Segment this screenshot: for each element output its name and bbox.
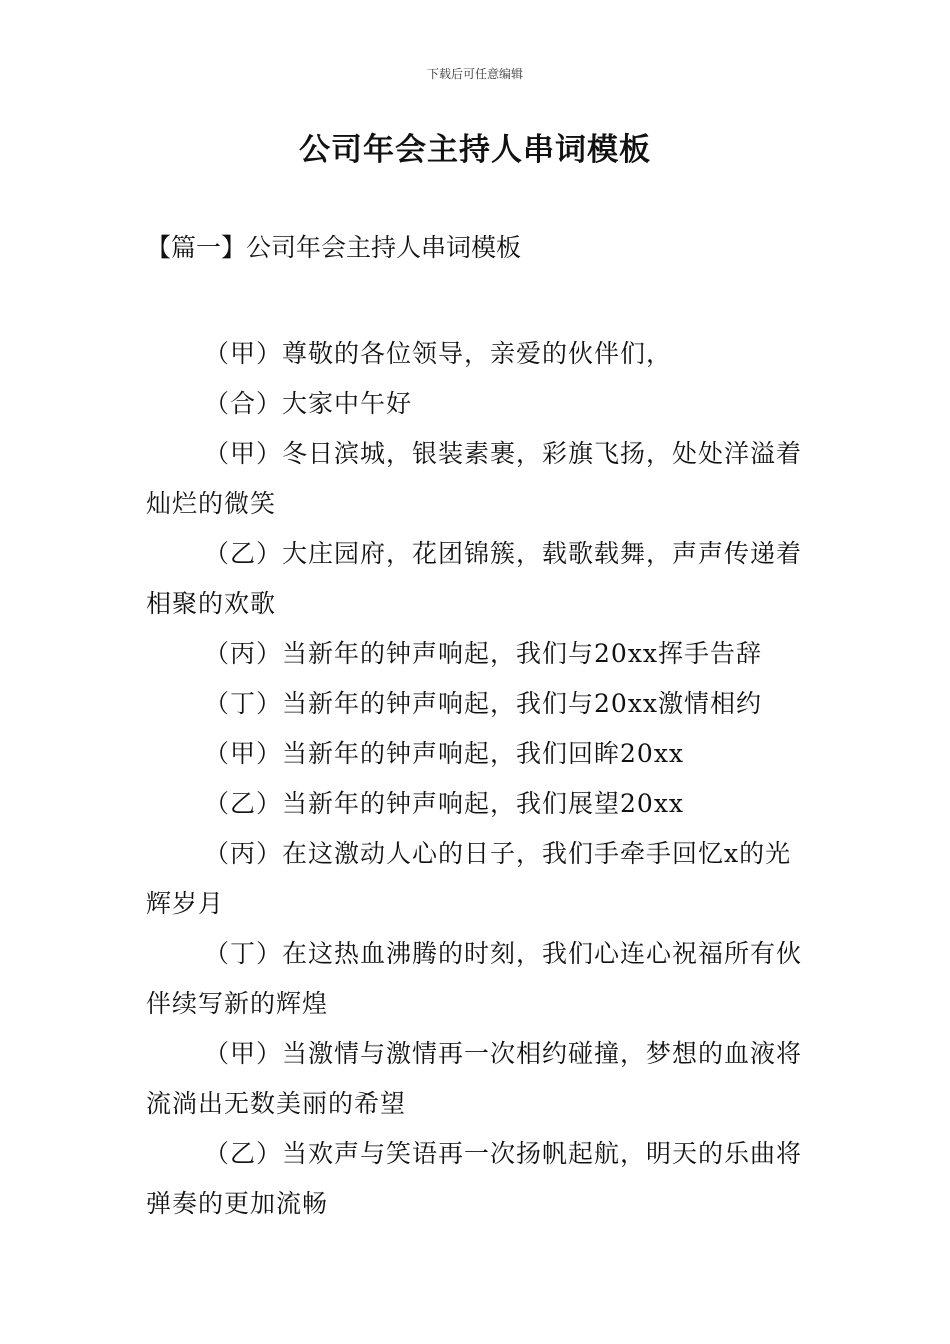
document-title: 公司年会主持人串词模板 [299,132,651,168]
paragraph: （乙）当新年的钟声响起，我们展望20xx [204,789,685,818]
paragraph: （合）大家中午好 [204,389,413,418]
section-heading: 【篇一】公司年会主持人串词模板 [146,233,522,262]
document-body [146,329,810,1229]
paragraph: （丙）在这激动人心的日子，我们手牵手回忆x的光辉岁月 [146,839,792,918]
paragraph: （甲）当新年的钟声响起，我们回眸20xx [204,739,685,768]
header-note: 下载后可任意编辑 [426,67,523,81]
paragraph: （甲）尊敬的各位领导，亲爱的伙伴们， [204,339,673,368]
paragraph: （乙）大庄园府，花团锦簇，载歌载舞，声声传递着相聚的欢歌 [146,539,803,618]
paragraph: （甲）冬日滨城，银装素裹，彩旗飞扬，处处洋溢着灿烂的微笑 [146,439,803,518]
paragraph: （丁）在这热血沸腾的时刻，我们心连心祝福所有伙伴续写新的辉煌 [146,939,803,1018]
paragraph: （丙）当新年的钟声响起，我们与20xx挥手告辞 [204,639,763,668]
paragraph: （甲）当激情与激情再一次相约碰撞，梦想的血液将流淌出无数美丽的希望 [146,1039,803,1118]
paragraph: （乙）当欢声与笑语再一次扬帆起航，明天的乐曲将弹奏的更加流畅 [146,1139,803,1218]
paragraph: （丁）当新年的钟声响起，我们与20xx激情相约 [204,689,763,718]
